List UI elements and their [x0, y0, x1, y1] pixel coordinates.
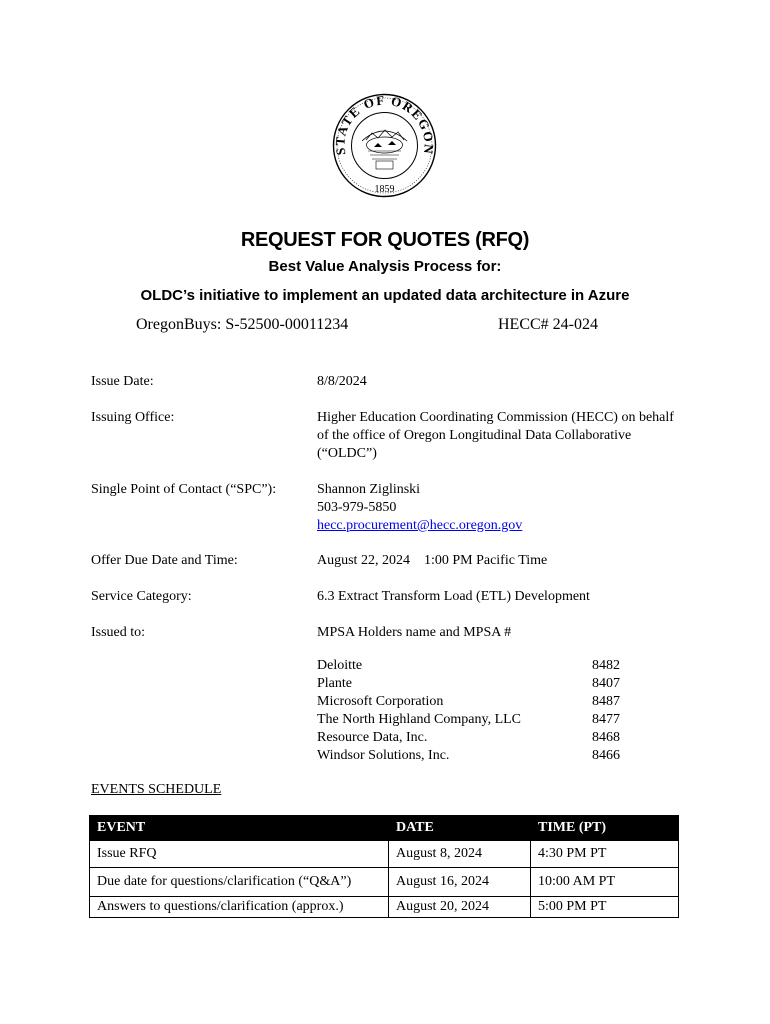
vendor-row: [317, 675, 620, 693]
hecc-number: HECC# 24-024: [498, 316, 598, 333]
state-of-oregon-seal: [332, 93, 437, 198]
oregonbuys-number: OregonBuys: S-52500-00011234: [136, 316, 349, 333]
event-cell: Due date for questions/clarification (“Q&A”): [90, 868, 389, 897]
issued-to-label: Issued to:: [91, 625, 146, 640]
column-header-event: EVENT: [90, 816, 389, 841]
vendor-mpsa: 8477: [592, 712, 620, 727]
date-cell: August 16, 2024: [389, 868, 531, 897]
offer-due-value: August 22, 2024 1:00 PM Pacific Time: [317, 553, 548, 568]
rfq-project-description: OLDC’s initiative to implement an updated data architecture in Azure: [140, 287, 630, 304]
spc-name: Shannon Ziglinski: [317, 482, 421, 497]
vendor-mpsa: 8466: [592, 748, 620, 763]
offer-due-label: Offer Due Date and Time:: [91, 553, 238, 568]
vendor-name: Microsoft Corporation: [317, 694, 444, 709]
date-cell: August 20, 2024: [389, 897, 531, 918]
issuing-office-value: Higher Education Coordinating Commission (HECC) on behalf of the office of Oregon Longitudinal Data Collaborative (“OLDC”): [317, 410, 674, 461]
service-category-label: Service Category:: [91, 589, 192, 604]
vendor-name: The North Highland Company, LLC: [317, 712, 522, 727]
service-category-value: 6.3 Extract Transform Load (ETL) Development: [317, 589, 590, 604]
events-schedule-table: [89, 815, 679, 918]
rfq-subtitle: Best Value Analysis Process for:: [268, 258, 502, 275]
time-cell: 10:00 AM PT: [531, 868, 679, 897]
rfq-title: REQUEST FOR QUOTES (RFQ): [240, 229, 530, 251]
event-cell: Answers to questions/clarification (approx.): [90, 897, 389, 918]
spc-phone: 503-979-5850: [317, 500, 397, 515]
svg-text:1859: 1859: [374, 184, 395, 195]
vendor-row: [317, 657, 620, 675]
time-cell: 5:00 PM PT: [531, 897, 679, 918]
issue-date-label: Issue Date:: [91, 374, 154, 389]
vendor-row: [317, 693, 620, 711]
vendor-row: [317, 711, 620, 729]
issue-date-value: 8/8/2024: [317, 374, 367, 389]
column-header-time: TIME (PT): [531, 816, 679, 841]
vendor-name: Plante: [317, 676, 352, 691]
date-cell: August 8, 2024: [389, 841, 531, 868]
spc-email-link[interactable]: hecc.procurement@hecc.oregon.gov: [317, 518, 523, 533]
issuing-office-label: Issuing Office:: [91, 410, 175, 425]
vendor-name: Windsor Solutions, Inc.: [317, 748, 450, 763]
table-row: [90, 841, 679, 868]
table-header-row: [90, 816, 679, 841]
vendor-mpsa: 8482: [592, 658, 620, 673]
vendor-mpsa: 8468: [592, 730, 620, 745]
events-schedule-heading: EVENTS SCHEDULE: [91, 782, 222, 797]
vendor-row: [317, 747, 620, 765]
vendor-row: [317, 729, 620, 747]
vendor-name: Deloitte: [317, 658, 363, 673]
table-row: [90, 868, 679, 897]
svg-text:STATE OF OREGON: STATE OF OREGON: [332, 93, 437, 157]
vendor-mpsa: 8487: [592, 694, 620, 709]
vendor-mpsa: 8407: [592, 676, 620, 691]
event-cell: Issue RFQ: [90, 841, 389, 868]
table-row: [90, 897, 679, 918]
column-header-date: DATE: [389, 816, 531, 841]
spc-label: Single Point of Contact (“SPC”):: [91, 482, 277, 497]
issued-to-value: MPSA Holders name and MPSA #: [317, 625, 512, 640]
time-cell: 4:30 PM PT: [531, 841, 679, 868]
vendor-list: [317, 657, 620, 765]
vendor-name: Resource Data, Inc.: [317, 730, 428, 745]
